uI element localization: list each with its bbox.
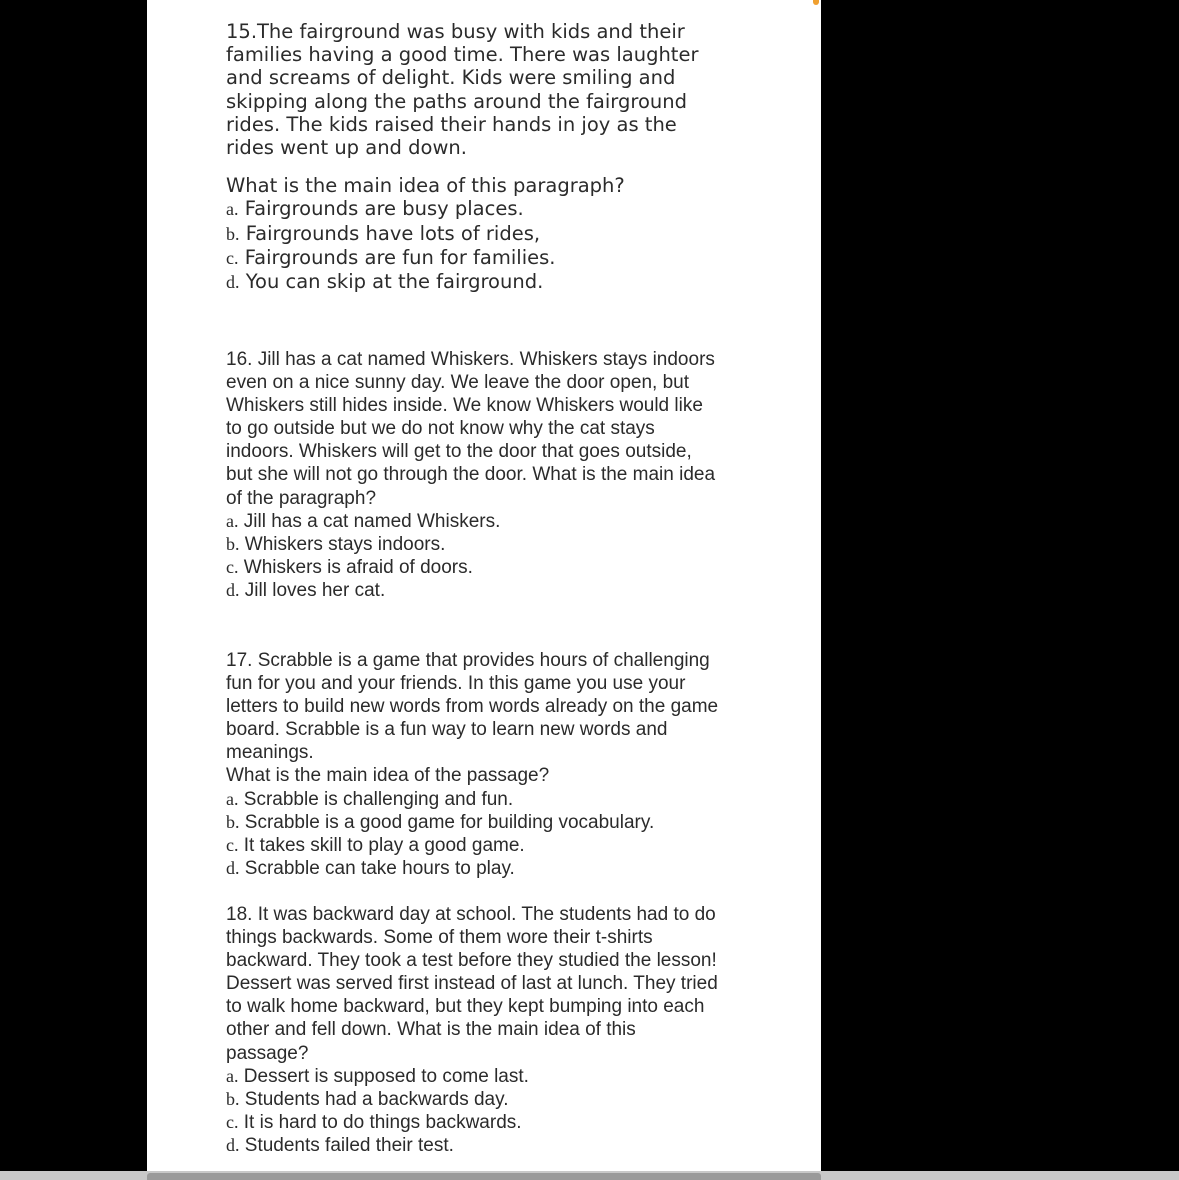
passage-line: and screams of delight. Kids were smiling and <box>226 66 676 90</box>
answer-option-a <box>226 510 766 533</box>
passage-line: even on a nice sunny day. We leave the door open, but <box>226 372 690 394</box>
passage-line: families having a good time. There was laughter <box>226 43 699 67</box>
passage-line: rides went up and down. <box>226 136 467 160</box>
option-text: Fairgrounds are fun for families. <box>244 245 556 269</box>
option-text: Dessert is supposed to come last. <box>243 1065 529 1087</box>
question-17 <box>226 649 766 880</box>
option-letter: c. <box>226 834 239 855</box>
passage-line: 18. It was backward day at school. The students had to do <box>226 904 716 925</box>
horizontal-scrollbar-thumb[interactable] <box>147 1173 821 1180</box>
option-letter: c. <box>226 247 239 268</box>
answer-option-c <box>226 246 766 270</box>
answer-option-d <box>226 270 766 294</box>
passage-line: 17. Scrabble is a game that provides hours of challenging <box>226 650 710 671</box>
option-letter: d. <box>226 272 240 293</box>
passage-line: fun for you and your friends. In this game you use your <box>226 673 686 695</box>
answer-option-d <box>226 857 766 880</box>
question-prompt: What is the main idea of the passage? <box>226 765 550 787</box>
answer-option-a <box>226 788 766 811</box>
passage-line: backward. They took a test before they studied the lesson! <box>226 950 717 972</box>
option-letter: d. <box>226 1135 240 1156</box>
passage-line: to walk home backward, but they kept bumping into each <box>226 996 705 1018</box>
answer-option-d <box>226 1134 766 1157</box>
option-text: Whiskers stays indoors. <box>244 533 446 555</box>
option-letter: b. <box>226 811 240 832</box>
answer-option-c <box>226 834 766 857</box>
passage-line: other and fell down. What is the main idea of this <box>226 1019 636 1041</box>
answer-option-c <box>226 556 766 579</box>
answer-option-b <box>226 222 766 246</box>
question-18 <box>226 903 766 1157</box>
answer-option-a <box>226 197 766 221</box>
option-text: You can skip at the fairground. <box>245 270 544 294</box>
passage-line: Dessert was served first instead of last at lunch. They tried <box>226 973 718 995</box>
option-text: Jill has a cat named Whiskers. <box>243 510 501 532</box>
option-letter: c. <box>226 557 239 578</box>
option-letter: b. <box>226 223 240 244</box>
option-text: Jill loves her cat. <box>244 580 386 602</box>
answer-option-c <box>226 1111 766 1134</box>
answer-option-b <box>226 811 766 834</box>
passage-line: of the paragraph? <box>226 487 377 509</box>
option-text: Fairgrounds are busy places. <box>244 197 524 221</box>
option-text: It is hard to do things backwards. <box>243 1112 522 1134</box>
passage-line: meanings. <box>226 742 314 764</box>
passage-line: board. Scrabble is a fun way to learn new words and <box>226 719 668 741</box>
answer-option-b <box>226 1088 766 1111</box>
option-text: Scrabble is a good game for building vocabulary. <box>244 811 655 833</box>
option-text: Students had a backwards day. <box>244 1088 509 1110</box>
option-text: Whiskers is afraid of doors. <box>243 557 473 579</box>
document-page <box>147 0 821 1180</box>
passage-line: things backwards. Some of them wore their t-shirts <box>226 927 653 949</box>
option-text: Students failed their test. <box>244 1135 454 1157</box>
passage-line: rides. The kids raised their hands in joy as the <box>226 112 677 136</box>
option-letter: a. <box>226 788 239 809</box>
option-text: It takes skill to play a good game. <box>243 834 525 856</box>
passage-line: letters to build new words from words already on the game <box>226 696 719 718</box>
option-letter: b. <box>226 533 240 554</box>
answer-option-b <box>226 533 766 556</box>
passage-line: skipping along the paths around the fairground <box>226 89 687 113</box>
passage-line: 16. Jill has a cat named Whiskers. Whiskers stays indoors <box>226 349 715 370</box>
passage-line: 15.The fairground was busy with kids and their <box>226 20 685 43</box>
option-text: Fairgrounds have lots of rides, <box>245 221 541 245</box>
option-text: Scrabble can take hours to play. <box>244 858 515 880</box>
question-prompt: What is the main idea of this paragraph? <box>226 174 625 198</box>
question-16 <box>226 348 766 602</box>
passage-line: to go outside but we do not know why the cat stays <box>226 418 655 440</box>
passage-line: indoors. Whiskers will get to the door that goes outside, <box>226 441 692 463</box>
option-text: Scrabble is challenging and fun. <box>243 788 514 810</box>
option-letter: d. <box>226 580 240 601</box>
option-letter: a. <box>226 510 239 531</box>
option-letter: a. <box>226 199 239 220</box>
option-letter: b. <box>226 1088 240 1109</box>
option-letter: d. <box>226 858 240 879</box>
option-letter: a. <box>226 1065 239 1086</box>
answer-option-d <box>226 579 766 602</box>
passage-line: but she will not go through the door. What is the main idea <box>226 464 716 486</box>
answer-option-a <box>226 1065 766 1088</box>
passage-line: passage? <box>226 1042 309 1064</box>
option-letter: c. <box>226 1112 239 1133</box>
question-15 <box>226 20 766 294</box>
passage-line: Whiskers still hides inside. We know Whiskers would like <box>226 395 703 417</box>
